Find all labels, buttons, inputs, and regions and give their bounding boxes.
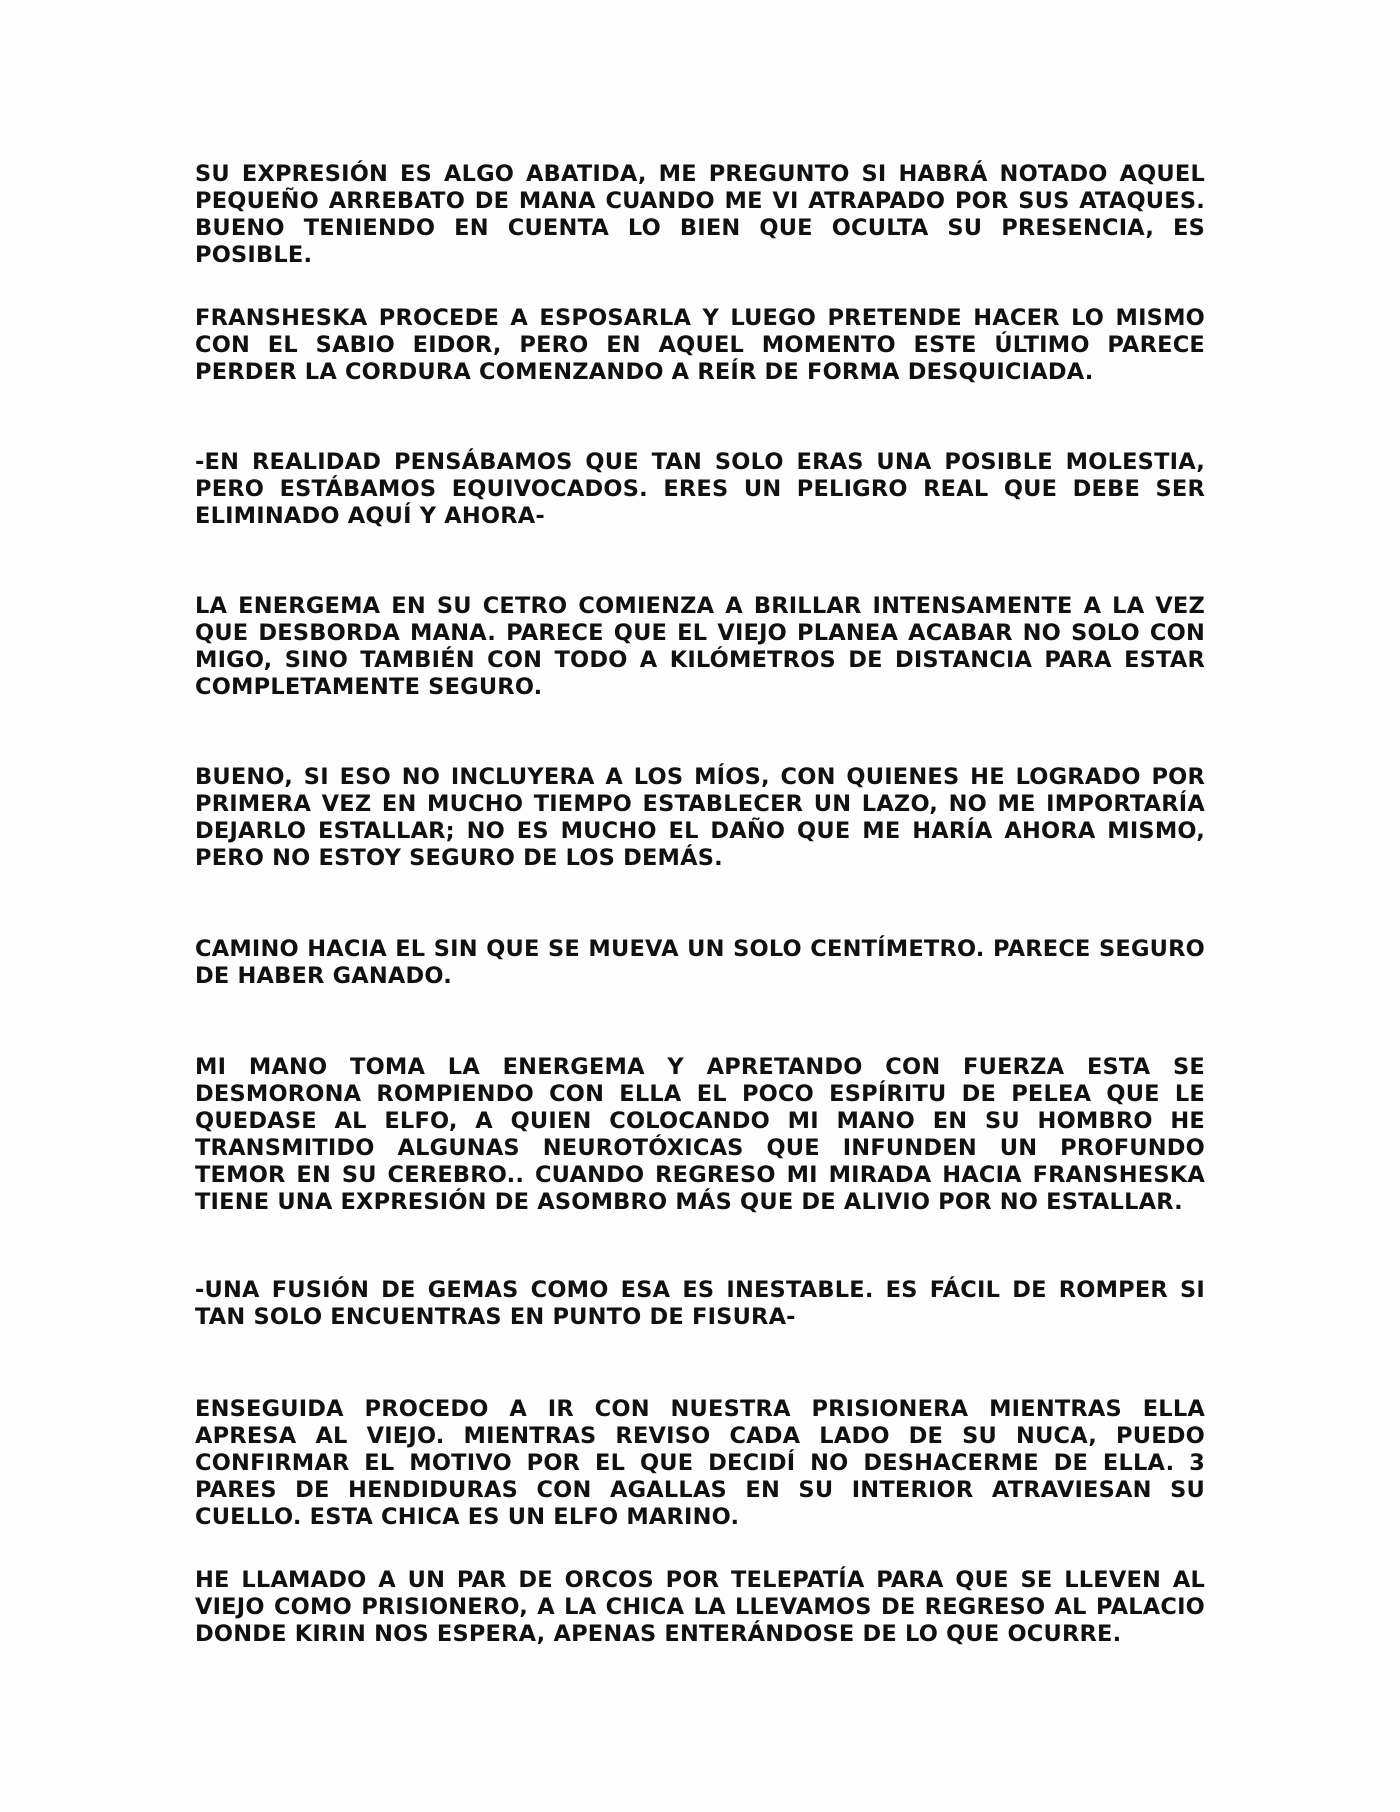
paragraph-3: -EN REALIDAD PENSÁBAMOS QUE TAN SOLO ERAS UNA POSIBLE MOLESTIA, PERO ESTÁBAMOS EQUIVOCADOS. ERES UN PELIGRO REAL QUE DEBE SER ELIMINADO AQUÍ Y AHORA- — [195, 449, 1205, 529]
paragraph-9: ENSEGUIDA PROCEDO A IR CON NUESTRA PRISIONERA MIENTRAS ELLA APRESA AL VIEJO. MIENTRAS REVISO CADA LADO DE SU NUCA, PUEDO CONFIRMAR EL MOTIVO POR EL QUE DECIDÍ NO DESHACERME DE ELLA. 3 PARES DE HENDIDURAS CON AGALLAS EN SU INTERIOR ATRAVIESAN SU CUELLO. ESTA CHICA ES UN ELFO MARINO. — [195, 1396, 1205, 1530]
paragraph-5: BUENO, SI ESO NO INCLUYERA A LOS MÍOS, CON QUIENES HE LOGRADO POR PRIMERA VEZ EN MUCHO TIEMPO ESTABLECER UN LAZO, NO ME IMPORTARÍA DEJARLO ESTALLAR; NO ES MUCHO EL DAÑO QUE ME HARÍA AHORA MISMO, PERO NO ESTOY SEGURO DE LOS DEMÁS. — [195, 764, 1205, 871]
paragraph-7: MI MANO TOMA LA ENERGEMA Y APRETANDO CON FUERZA ESTA SE DESMORONA ROMPIENDO CON ELLA EL POCO ESPÍRITU DE PELEA QUE LE QUEDASE AL ELFO, A QUIEN COLOCANDO MI MANO EN SU HOMBRO HE TRANSMITIDO ALGUNAS NEUROTÓXICAS QUE INFUNDEN UN PROFUNDO TEMOR EN SU CEREBRO.. CUANDO REGRESO MI MIRADA HACIA FRANSHESKA TIENE UNA EXPRESIÓN DE ASOMBRO MÁS QUE DE ALIVIO POR NO ESTALLAR. — [195, 1054, 1205, 1215]
paragraph-10: HE LLAMADO A UN PAR DE ORCOS POR TELEPATÍA PARA QUE SE LLEVEN AL VIEJO COMO PRISIONERO, A LA CHICA LA LLEVAMOS DE REGRESO AL PALACIO DONDE KIRIN NOS ESPERA, APENAS ENTERÁNDOSE DE LO QUE OCURRE. — [195, 1567, 1205, 1647]
paragraph-1: SU EXPRESIÓN ES ALGO ABATIDA, ME PREGUNTO SI HABRÁ NOTADO AQUEL PEQUEÑO ARREBATO DE MANA CUANDO ME VI ATRAPADO POR SUS ATAQUES. BUENO TENIENDO EN CUENTA LO BIEN QUE OCULTA SU PRESENCIA, ES POSIBLE. — [195, 161, 1205, 268]
paragraph-4: LA ENERGEMA EN SU CETRO COMIENZA A BRILLAR INTENSAMENTE A LA VEZ QUE DESBORDA MANA. PARECE QUE EL VIEJO PLANEA ACABAR NO SOLO CON MIGO, SINO TAMBIÉN CON TODO A KILÓMETROS DE DISTANCIA PARA ESTAR COMPLETAMENTE SEGURO. — [195, 593, 1205, 700]
paragraph-8: -UNA FUSIÓN DE GEMAS COMO ESA ES INESTABLE. ES FÁCIL DE ROMPER SI TAN SOLO ENCUENTRAS EN PUNTO DE FISURA- — [195, 1277, 1205, 1330]
paragraph-2: FRANSHESKA PROCEDE A ESPOSARLA Y LUEGO PRETENDE HACER LO MISMO CON EL SABIO EIDOR, PERO EN AQUEL MOMENTO ESTE ÚLTIMO PARECE PERDER LA CORDURA COMENZANDO A REÍR DE FORMA DESQUICIADA. — [195, 305, 1205, 385]
paragraph-6: CAMINO HACIA EL SIN QUE SE MUEVA UN SOLO CENTÍMETRO. PARECE SEGURO DE HABER GANADO. — [195, 936, 1205, 989]
